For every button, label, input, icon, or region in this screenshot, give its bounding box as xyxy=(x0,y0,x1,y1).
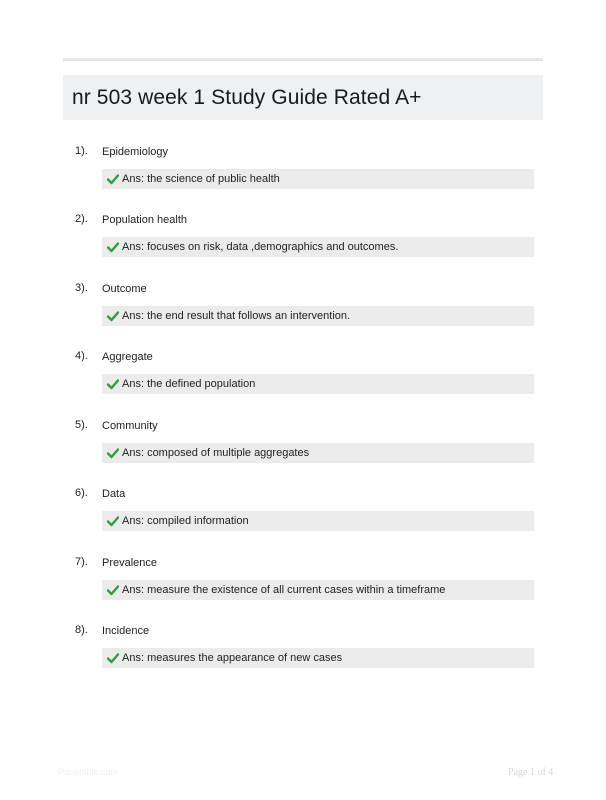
question-number: 2). xyxy=(75,213,88,225)
question-item xyxy=(0,624,606,684)
answer-text: Ans: the science of public health xyxy=(122,173,280,185)
question-term: Prevalence xyxy=(102,557,158,569)
question-item xyxy=(0,487,606,547)
answer-text: Ans: compiled information xyxy=(122,515,249,527)
question-term: Epidemiology xyxy=(102,146,169,158)
answer-box xyxy=(102,580,534,600)
check-icon xyxy=(107,241,119,253)
check-icon xyxy=(107,173,119,185)
check-icon xyxy=(107,584,119,596)
question-term: Community xyxy=(102,420,158,432)
check-icon xyxy=(107,652,119,664)
answer-box xyxy=(102,443,534,463)
answer-box xyxy=(102,306,534,326)
answer-box xyxy=(102,237,534,257)
question-number: 6). xyxy=(75,487,88,499)
answer-text: Ans: focuses on risk, data ,demographics and outcomes. xyxy=(122,241,399,253)
question-item xyxy=(0,556,606,616)
answer-text: Ans: measure the existence of all current cases within a timeframe xyxy=(122,584,446,596)
answer-text: Ans: composed of multiple aggregates xyxy=(122,447,310,459)
question-number: 8). xyxy=(75,624,88,636)
question-term: Incidence xyxy=(102,625,150,637)
check-icon xyxy=(107,447,119,459)
question-item xyxy=(0,282,606,342)
answer-box xyxy=(102,511,534,531)
question-number: 5). xyxy=(75,419,88,431)
question-number: 3). xyxy=(75,282,88,294)
question-term: Aggregate xyxy=(102,351,153,363)
question-number: 7). xyxy=(75,556,88,568)
question-item xyxy=(0,350,606,410)
footer-watermark: Papertible.com xyxy=(58,767,119,777)
check-icon xyxy=(107,515,119,527)
answer-box xyxy=(102,648,534,668)
check-icon xyxy=(107,310,119,322)
answer-text: Ans: the defined population xyxy=(122,378,256,390)
question-item xyxy=(0,145,606,205)
answer-text: Ans: measures the appearance of new cases xyxy=(122,652,343,664)
document-title: nr 503 week 1 Study Guide Rated A+ xyxy=(72,85,422,109)
question-term: Data xyxy=(102,488,126,500)
answer-box xyxy=(102,374,534,394)
question-item xyxy=(0,419,606,479)
question-number: 1). xyxy=(75,145,88,157)
question-item xyxy=(0,213,606,273)
check-icon xyxy=(107,378,119,390)
question-term: Outcome xyxy=(102,283,147,295)
answer-text: Ans: the end result that follows an intervention. xyxy=(122,310,351,322)
title-banner xyxy=(63,75,543,120)
question-number: 4). xyxy=(75,350,88,362)
page-number: Page 1 of 4 xyxy=(508,767,554,778)
question-term: Population health xyxy=(102,214,188,226)
answer-box xyxy=(102,169,534,189)
top-divider xyxy=(63,58,543,61)
